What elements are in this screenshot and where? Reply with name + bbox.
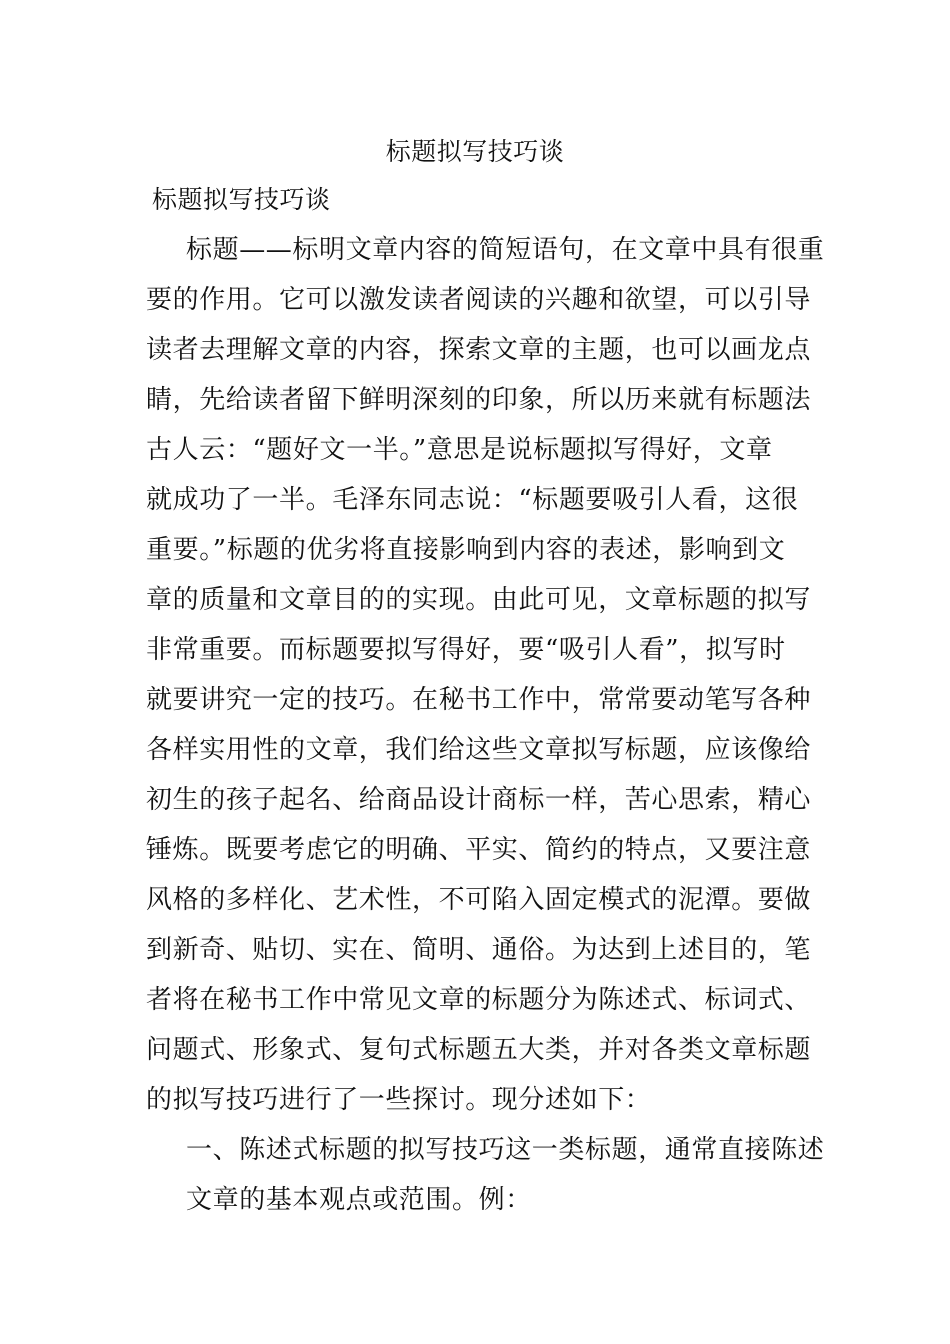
paragraph-line: 要的作用。它可以激发读者阅读的兴趣和欲望，可以引导 xyxy=(146,285,812,315)
paragraph-line: 古人云：“题好文一半。”意思是说标题拟写得好，文章 xyxy=(146,435,773,465)
paragraph-line: 各样实用性的文章，我们给这些文章拟写标题，应该像给 xyxy=(146,735,812,765)
intro-paragraph xyxy=(146,230,825,1130)
section-heading-line: 一、陈述式标题的拟写技巧这一类标题，通常直接陈述 xyxy=(186,1135,825,1165)
paragraph-line: 就成功了一半。毛泽东同志说：“标题要吸引人看，这很 xyxy=(146,485,799,515)
paragraph-line: 锤炼。既要考虑它的明确、平实、简约的特点，又要注意 xyxy=(146,835,812,865)
document-subtitle: 标题拟写技巧谈 xyxy=(152,185,331,214)
paragraph-line: 标题——标明文章内容的简短语句，在文章中具有很重 xyxy=(186,235,825,265)
paragraph-line: 睛，先给读者留下鲜明深刻的印象，所以历来就有标题法 xyxy=(146,385,812,415)
document-title: 标题拟写技巧谈 xyxy=(385,137,565,166)
paragraph-line: 就要讲究一定的技巧。在秘书工作中，常常要动笔写各种 xyxy=(146,685,812,715)
paragraph-line: 者将在秘书工作中常见文章的标题分为陈述式、标词式、 xyxy=(146,985,812,1015)
paragraph-line: 读者去理解文章的内容，探索文章的主题，也可以画龙点 xyxy=(146,335,812,365)
paragraph-line: 风格的多样化、艺术性，不可陷入固定模式的泥潭。要做 xyxy=(146,885,812,915)
paragraph-line: 初生的孩子起名、给商品设计商标一样，苦心思索，精心 xyxy=(146,785,812,815)
paragraph-line: 问题式、形象式、复句式标题五大类，并对各类文章标题 xyxy=(146,1035,812,1065)
paragraph-line: 章的质量和文章目的的实现。由此可见，文章标题的拟写 xyxy=(146,585,812,615)
section-body-line: 文章的基本观点或范围。例： xyxy=(186,1185,532,1215)
paragraph-line: 到新奇、贴切、实在、简明、通俗。为达到上述目的，笔 xyxy=(146,935,812,965)
paragraph-line: 的拟写技巧进行了一些探讨。现分述如下： xyxy=(146,1085,652,1115)
paragraph-line: 非常重要。而标题要拟写得好，要“吸引人看”，拟写时 xyxy=(146,635,786,665)
section-one xyxy=(146,1130,836,1230)
paragraph-line: 重要。”标题的优劣将直接影响到内容的表述，影响到文 xyxy=(146,535,786,565)
